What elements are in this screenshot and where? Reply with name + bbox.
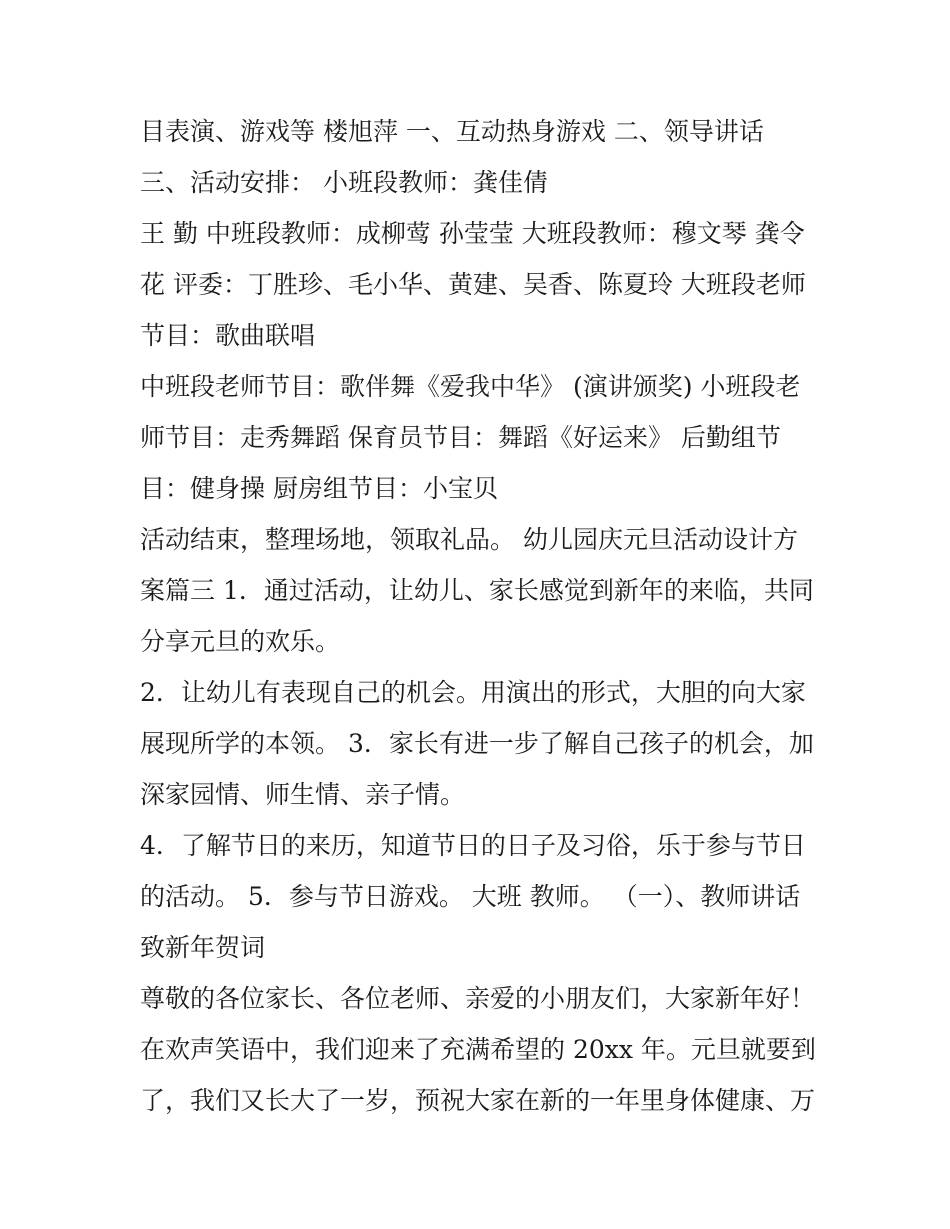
text-line: 案篇三 1．通过活动，让幼儿、家长感觉到新年的来临，共同: [140, 576, 814, 605]
text-line: 活动结束，整理场地，领取礼品。 幼儿园庆元旦活动设计方: [140, 525, 798, 554]
text-line: 分享元旦的欢乐。: [140, 627, 341, 656]
text-line: 节目：歌曲联唱: [140, 321, 316, 350]
text-line: 王 勤 中班段教师：成柳莺 孙莹莹 大班段教师：穆文琴 龚令: [140, 219, 805, 248]
text-line: 展现所学的本领。 3．家长有进一步了解自己孩子的机会，加: [140, 729, 814, 758]
text-line: 目：健身操 厨房组节目：小宝贝: [140, 474, 498, 503]
text-line: 三、活动安排： 小班段教师：龚佳倩: [140, 168, 548, 197]
text-line: 尊敬的各位家长、各位老师、亲爱的小朋友们，大家新年好！: [140, 984, 816, 1013]
text-line: 目表演、游戏等 楼旭萍 一、互动热身游戏 二、领导讲话: [140, 117, 764, 146]
text-line: 花 评委：丁胜珍、毛小华、黄建、吴香、陈夏玲 大班段老师: [140, 270, 806, 299]
text-line: 2．让幼儿有表现自己的机会。用演出的形式，大胆的向大家: [140, 678, 806, 707]
text-line: 4．了解节日的来历，知道节日的日子及习俗，乐于参与节日: [140, 831, 806, 860]
text-line: 中班段老师节目：歌伴舞《爱我中华》 (演讲颁奖) 小班段老: [140, 372, 801, 401]
text-line: 深家园情、师生情、亲子情。: [140, 780, 466, 809]
text-line: 师节目：走秀舞蹈 保育员节目：舞蹈《好运来》 后勤组节: [140, 423, 781, 452]
document-body-text: [140, 106, 820, 1126]
text-line: 的活动。 5．参与节日游戏。 大班 教师。 （一）、教师讲话: [140, 882, 801, 911]
text-line: 致新年贺词: [140, 933, 266, 962]
text-line: 了，我们又长大了一岁，预祝大家在新的一年里身体健康、万: [140, 1086, 816, 1115]
text-line: 在欢声笑语中，我们迎来了充满希望的 20xx 年。元旦就要到: [140, 1035, 816, 1064]
